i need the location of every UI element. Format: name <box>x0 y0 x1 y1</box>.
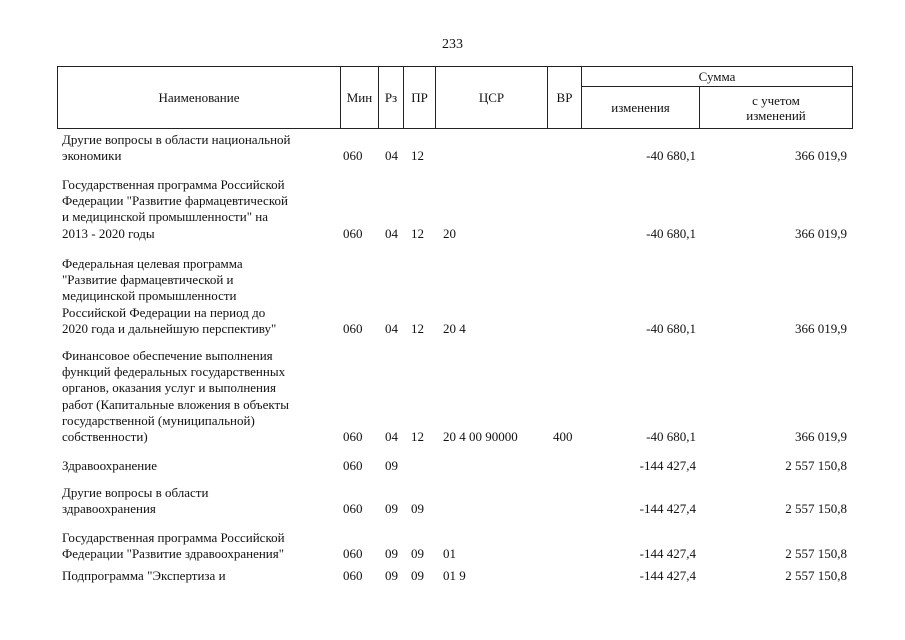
row-total: 2 557 150,8 <box>785 501 847 517</box>
row-change: -40 680,1 <box>646 148 696 164</box>
row-csr: 01 9 <box>443 568 466 583</box>
row-name-line: Другие вопросы в области национальной <box>62 132 291 147</box>
row-name-line: экономики <box>62 148 122 164</box>
row-total: 366 019,9 <box>795 225 847 241</box>
row-csr: 01 <box>443 546 456 562</box>
row-total: 366 019,9 <box>795 320 847 336</box>
row-min: 060 <box>343 501 363 517</box>
row-pr: 12 <box>411 225 424 241</box>
row-pr: 09 <box>411 546 424 562</box>
row-name-line: собственности) <box>62 429 148 445</box>
header-csr: ЦСР <box>436 67 548 128</box>
row-change: -144 427,4 <box>639 546 696 562</box>
header-with-changes <box>700 87 852 128</box>
row-name-line: Государственная программа Российской <box>62 177 285 192</box>
row-total: 2 557 150,8 <box>785 568 847 583</box>
row-name <box>62 568 332 584</box>
row-name-line: Федерации "Развитие здравоохранения" <box>62 546 285 562</box>
row-pr: 12 <box>411 320 424 336</box>
header-name: Наименование <box>58 67 341 128</box>
header-with-changes-line1: с учетом <box>752 92 800 108</box>
row-name-line: 2013 - 2020 годы <box>62 225 155 241</box>
row-name-line: органов, оказания услуг и выполнения <box>62 380 276 396</box>
row-min: 060 <box>343 320 363 336</box>
row-name-line: государственной (муниципальной) <box>62 412 255 428</box>
row-csr: 20 4 00 90000 <box>443 429 518 444</box>
header-pr: ПР <box>404 67 436 128</box>
row-name-line: Российской Федерации на период до <box>62 304 266 320</box>
header-with-changes-line2: изменений <box>746 107 806 123</box>
row-rz: 09 <box>385 546 398 562</box>
row-name <box>62 132 332 164</box>
row-csr: 20 4 <box>443 320 466 336</box>
row-rz: 09 <box>385 568 398 583</box>
row-rz: 04 <box>385 429 398 444</box>
row-name <box>62 458 332 474</box>
page-number: 233 <box>442 37 463 52</box>
row-name-line: Подпрограмма "Экспертиза и <box>62 568 226 583</box>
row-min: 060 <box>343 568 363 583</box>
row-csr: 20 <box>443 225 456 241</box>
row-name-line: "Развитие фармацевтической и <box>62 272 234 288</box>
row-vr: 400 <box>553 429 573 444</box>
row-name <box>62 256 332 337</box>
header-sum: Сумма <box>582 67 852 87</box>
row-name-line: здравоохранения <box>62 501 156 517</box>
table-header <box>57 66 853 129</box>
row-change: -144 427,4 <box>639 501 696 517</box>
row-total: 366 019,9 <box>795 429 847 444</box>
row-name <box>62 348 332 445</box>
row-name <box>62 530 332 562</box>
row-pr: 12 <box>411 148 424 164</box>
row-change: -144 427,4 <box>639 568 696 583</box>
row-name-line: Федерации "Развитие фармацевтической <box>62 193 288 209</box>
row-name-line: Здравоохранение <box>62 458 157 473</box>
row-name-line: Федеральная целевая программа <box>62 256 243 271</box>
row-name-line: работ (Капитальные вложения в объекты <box>62 396 289 412</box>
header-vr: ВР <box>548 67 582 128</box>
row-total: 366 019,9 <box>795 148 847 164</box>
row-change: -40 680,1 <box>646 320 696 336</box>
row-name <box>62 177 332 242</box>
row-pr: 09 <box>411 501 424 517</box>
row-name-line: Финансовое обеспечение выполнения <box>62 348 273 363</box>
row-min: 060 <box>343 429 363 444</box>
row-change: -40 680,1 <box>646 429 696 444</box>
row-pr: 09 <box>411 568 424 583</box>
row-name-line: медицинской промышленности <box>62 288 237 304</box>
row-total: 2 557 150,8 <box>785 546 847 562</box>
row-rz: 04 <box>385 320 398 336</box>
row-name-line: и медицинской промышленности" на <box>62 209 268 225</box>
row-total: 2 557 150,8 <box>785 458 847 473</box>
header-rz: Рз <box>379 67 404 128</box>
row-pr: 12 <box>411 429 424 444</box>
header-changes: изменения <box>582 87 700 128</box>
row-name <box>62 485 332 517</box>
row-min: 060 <box>343 546 363 562</box>
row-change: -40 680,1 <box>646 225 696 241</box>
row-change: -144 427,4 <box>639 458 696 473</box>
row-name-line: функций федеральных государственных <box>62 364 286 380</box>
header-min: Мин <box>341 67 379 128</box>
row-rz: 04 <box>385 148 398 164</box>
row-min: 060 <box>343 148 363 164</box>
row-rz: 09 <box>385 458 398 473</box>
row-rz: 09 <box>385 501 398 517</box>
row-name-line: Государственная программа Российской <box>62 530 285 545</box>
row-rz: 04 <box>385 225 398 241</box>
row-name-line: 2020 года и дальнейшую перспективу" <box>62 320 277 336</box>
row-min: 060 <box>343 225 363 241</box>
row-min: 060 <box>343 458 363 473</box>
row-name-line: Другие вопросы в области <box>62 485 209 500</box>
